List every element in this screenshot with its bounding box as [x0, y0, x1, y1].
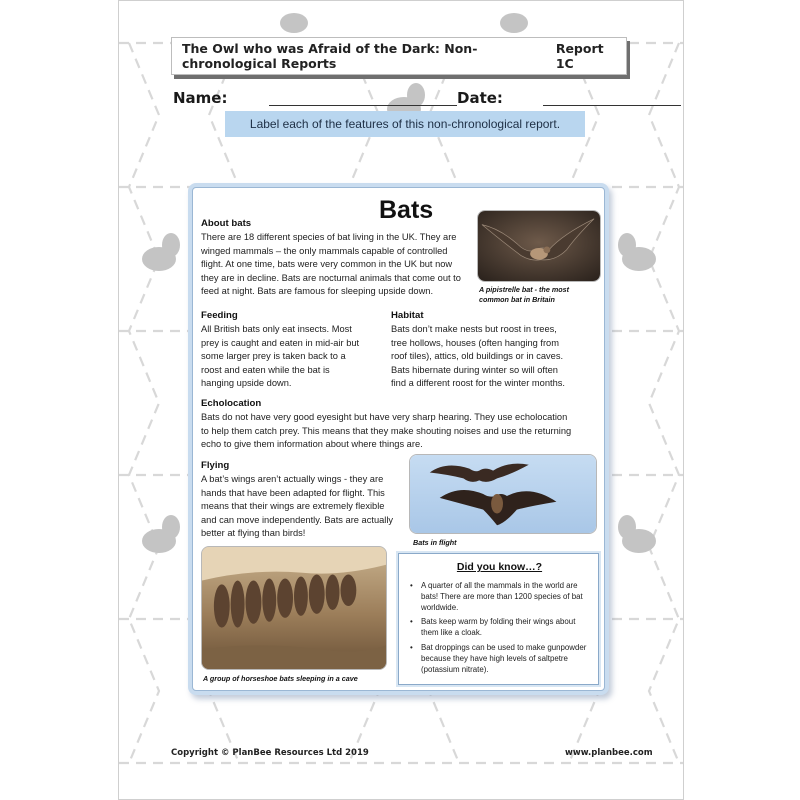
copyright-text: Copyright © PlanBee Resources Ltd 2019	[171, 748, 369, 758]
did-you-know-box	[398, 553, 599, 685]
about-text: There are 18 different species of bat living in the UK. They are winged mammals – the only mammals capable of controlled flight. At one time, bats were very common in the UK but now they are in decline. Bats are nocturnal animals that come out to feed at night. Bats are famous for sleeping upside down.	[201, 232, 461, 297]
name-label: Name:	[173, 89, 228, 107]
instruction-banner	[225, 111, 585, 137]
date-field[interactable]	[543, 105, 681, 106]
list-item: • A quarter of all the mammals in the world are bats! There are more than 1200 species of bat worldwide.	[407, 581, 593, 613]
name-date-row	[173, 87, 633, 109]
worksheet-page	[118, 0, 684, 800]
habitat-heading: Habitat	[391, 310, 424, 321]
report-title: Bats	[379, 196, 434, 224]
date-label: Date:	[457, 89, 503, 107]
name-field[interactable]	[269, 105, 457, 106]
horseshoe-bats-cave-photo	[201, 546, 387, 670]
worksheet-title: The Owl who was Afraid of the Dark: Non-chronological Reports	[182, 41, 478, 71]
bats-in-flight-caption: Bats in flight	[413, 538, 457, 547]
list-item: • Bats keep warm by folding their wings about them like a cloak.	[407, 617, 593, 639]
feeding-heading: Feeding	[201, 310, 238, 321]
flying-text: A bat’s wings aren’t actually wings - they are hands that have been adapted for flight. This means that their wings are extremely flexible and can move independently. Bats are actually better at flying than birds!	[201, 474, 394, 539]
habitat-text: Bats don’t make nests but roost in trees, tree hollows, houses (often hanging from roof tiles), attics, old buildings or in caves. Bats hibernate during winter so will often find a different roost for the winter months.	[391, 324, 565, 389]
did-you-know-list	[407, 581, 593, 679]
did-you-know-title: Did you know…?	[456, 561, 543, 573]
horseshoe-bats-caption: A group of horseshoe bats sleeping in a cave	[203, 674, 358, 683]
pipistrelle-caption: A pipistrelle bat - the most common bat in Britain	[479, 285, 569, 304]
bats-in-flight-photo	[409, 454, 597, 534]
about-heading: About bats	[201, 218, 252, 229]
echolocation-heading: Echolocation	[201, 398, 262, 409]
list-item: • Bat droppings can be used to make gunpowder because they have high levels of saltpetre (potassium nitrate).	[407, 643, 593, 675]
instruction-text: Label each of the features of this non-chronological report.	[249, 117, 561, 131]
echolocation-text: Bats do not have very good eyesight but have very sharp hearing. They use echolocation to help them catch prey. This means that they make shouting noises and use the returning echo to give them information about where things are.	[201, 412, 572, 450]
worksheet-title-bar	[171, 37, 627, 75]
report-code: Report 1C	[555, 41, 604, 71]
flying-heading: Flying	[201, 460, 230, 471]
report-panel	[192, 187, 605, 691]
feeding-text: All British bats only eat insects. Most prey is caught and eaten in mid-air but some larger prey is taken back to a roost and eaten while the bat is hanging upside down.	[201, 324, 360, 389]
pipistrelle-bat-photo	[477, 210, 601, 282]
website-link[interactable]: www.planbee.com	[565, 748, 653, 758]
